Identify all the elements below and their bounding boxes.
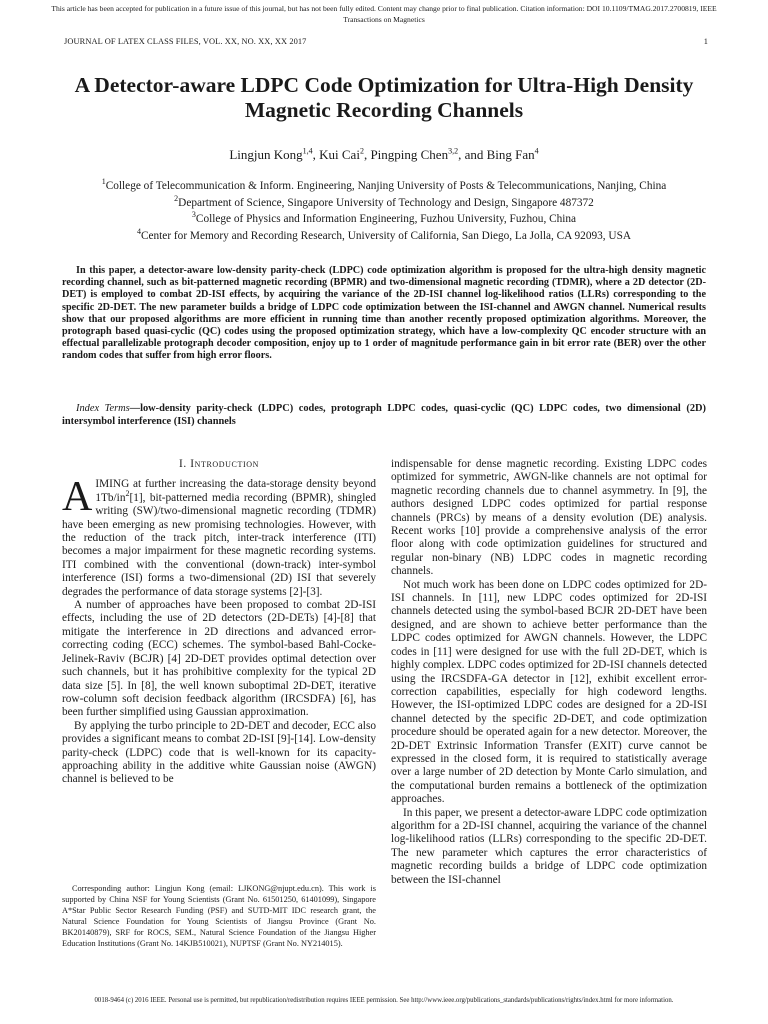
author-name: Kui Cai bbox=[319, 147, 360, 162]
affiliation bbox=[20, 228, 748, 245]
superscript: 2 bbox=[125, 489, 130, 499]
publication-notice bbox=[20, 3, 748, 25]
page-number: 1 bbox=[703, 37, 708, 46]
paragraph bbox=[62, 474, 376, 599]
author-separator: , bbox=[363, 147, 371, 162]
paragraph: In this paper, we present a detector-aware LDPC code optimization algorithm for a 2D-ISI channel, acquiring the variance of the channel log-likelihood ratios (LLRs) corresponding to the specific 2D-DET. The new parameter which captures the error characteristics of magnetic recording builds a bridge of LDPC code optimization between the ISI-channel bbox=[391, 806, 707, 886]
right-column bbox=[391, 458, 707, 887]
affiliation-text: Department of Science, Singapore University of Technology and Design, Singapore 487372 bbox=[178, 196, 594, 209]
affiliation-text: College of Physics and Information Engineering, Fuzhou University, Fuzhou, China bbox=[195, 213, 577, 225]
abstract: In this paper, a detector-aware low-density parity-check (LDPC) code optimization algorithm is proposed for the ultra-high density magnetic recording channel, such as bit-patterned magnetic recording (BPMR) and two-dimensional magnetic recording (TDMR), where a 2D detector (2D-DET) is employed to combat 2D-ISI effects, by acquiring the variance of the 2D-ISI channel log-likelihood ratios (LLRs) corresponding to the specific 2D-DET. The new parameter builds a bridge of LDPC code optimization between the ISI-channel and AWGN channel. Numerical results show that our proposed algorithms are more efficient in running time than another recently proposed optimization algorithms. Moreover, the protograph based quasi-cyclic (QC) codes using the proposed optimization strategy, which have a low-complexity QC encoder structure with an effectual parallelizable protograph decoder composition, enjoy up to 1 order of magnitude performance gain in bit error rate (BER) over the other random codes that suffer from high error floors. bbox=[62, 265, 706, 362]
notice-line-1: This article has been accepted for publication in a future issue of this journal, but has not been fully edited. Content may change prior to final publication. Citation information: DOI 10.1109/TMAG.2017.2700819, IEEE bbox=[51, 4, 717, 13]
left-column bbox=[62, 458, 376, 787]
notice-line-2: Transactions on Magnetics bbox=[343, 15, 425, 24]
author-affiliation-mark: 2 bbox=[359, 146, 364, 156]
affiliation-mark: 4 bbox=[136, 226, 141, 236]
running-header bbox=[64, 37, 708, 46]
paragraph-rest: [1], bit-patterned media recording (BPMR), shingled writing (SW)/two-dimensional magnetic recording (TDMR) have been emerging as new promising technologies. However, with the reduction of the track pitch, inter-track interference (ITI) becomes a major impairment for these magnetic recording systems. ITI combined with the conventional (down-track) inter-symbol interference (ISI) forms a two-dimensional (2D) ISI that severely degrades the performance of data storage systems [2]-[3]. bbox=[62, 491, 376, 598]
author-separator: , and bbox=[458, 147, 487, 162]
author-name: Lingjun Kong bbox=[229, 147, 303, 162]
index-terms bbox=[62, 402, 706, 428]
paragraph: A number of approaches have been proposed to combat 2D-ISI effects, including the use of 2D detectors (2D-DETs) [4]-[8] that mitigate the interference in 2D directions and advanced error-correcting coding (ECC) schemes. The symbol-based Bahl-Cocke-Jelinek-Raviv (BCJR) [4] 2D-DET provides optimal detection over such channels, but it has prohibitive complexity for the typical 2D data size [5]. In [8], the well known suboptimal 2D-DET, iterative row-column soft decision feedback algorithm (IRCSDFA) [6], has been further simplified using Gaussian approximation. bbox=[62, 599, 376, 719]
paragraph: By applying the turbo principle to 2D-DET and decoder, ECC also provides a significant means to combat 2D-ISI [9]-[14]. Low-density parity-check (LDPC) code that is well-known for its capacity-approaching ability in the additive white Gaussian noise (AWGN) channel is believed to be bbox=[62, 719, 376, 786]
author-list bbox=[40, 147, 728, 163]
paragraph: Not much work has been done on LDPC codes optimized for 2D-ISI channels. In [11], new LDPC codes optimized for 2D-ISI channels detected using the symbol-based BCJR 2D-DET have been designed, and are shown to achieve better performance than the LDPC codes optimized for AWGN channels. However, the LDPC codes in [11] were designed for use with the full 2D-DET, which is highly complex. LDPC codes optimized for 2D-ISI channels detected using the IRCSDFA-GA detector in [12], exhibit excellent error-correction capabilities, especially for high codeword lengths. However, the ISI-optimized LDPC codes are designed for a 2D-ISI channel detected by the specific 2D-DET, and code optimization procedure should be operated again for a new detector. Moreover, the 2D-DET Extrinsic Information Transfer (EXIT) curve cannot be expressed in the closed form, it is required to statistically average over a large number of 2D detection by Monte Carlo simulation, and the computational burden remains a bottleneck of the optimization approaches. bbox=[391, 578, 707, 806]
copyright-notice: 0018-9464 (c) 2016 IEEE. Personal use is permitted, but republication/redistribution requires IEEE permission. See http://www.ieee.org/publications_standards/publications/rights/index.html for more information. bbox=[94, 997, 674, 1004]
paper-title: A Detector-aware LDPC Code Optimization for Ultra-High Density Magnetic Recording Channels bbox=[74, 73, 694, 122]
section-title: Introduction bbox=[190, 458, 259, 470]
index-terms-label: Index Terms bbox=[76, 403, 130, 414]
journal-name: JOURNAL OF LATEX CLASS FILES, VOL. XX, NO. XX, XX 2017 bbox=[64, 37, 307, 46]
author-affiliation-mark: 3,2 bbox=[448, 146, 459, 156]
affiliation-mark: 2 bbox=[174, 193, 179, 203]
affiliation-mark: 3 bbox=[191, 210, 196, 220]
affiliation bbox=[20, 195, 748, 212]
footnote: Corresponding author: Lingjun Kong (email: LJKONG@njupt.edu.cn). This work is supported by China NSF for Young Scientists (Grant No. 61501250, 61401099), Singapore A*Star Public Sector Research Funding (PSF) and SUTD-MIT IDC research grant, the Natural Science Foundation for Young Scientists of Jiangsu Province (Grant No. BK20140879), SRF for ROCS, SEM., Natural Science Foundation of the Jiangsu Higher Education Institutions (Grant No. 14KJB510021), NUPTSF (Grant No. NY214015). bbox=[62, 884, 376, 948]
drop-cap: A bbox=[62, 474, 93, 521]
section-number: I. bbox=[179, 458, 187, 470]
author-affiliation-mark: 1,4 bbox=[302, 146, 313, 156]
affiliation bbox=[20, 211, 748, 228]
affiliation-list bbox=[20, 178, 748, 244]
index-terms-text: —low-density parity-check (LDPC) codes, protograph LDPC codes, quasi-cyclic (QC) LDPC codes, two dimensional (2D) intersymbol interference (ISI) channels bbox=[62, 403, 707, 428]
author-separator: , bbox=[312, 147, 320, 162]
affiliation-text: Center for Memory and Recording Research, University of California, San Diego, La Jolla, CA 92093, USA bbox=[140, 229, 632, 242]
section-heading bbox=[62, 458, 376, 471]
author-name: Pingping Chen bbox=[370, 147, 449, 162]
author-name: Bing Fan bbox=[486, 147, 535, 162]
affiliation bbox=[20, 178, 748, 195]
affiliation-text: College of Telecommunication & Inform. Engineering, Nanjing University of Posts & Telecommunications, Nanjing, China bbox=[105, 180, 667, 192]
paragraph: indispensable for dense magnetic recording. Existing LDPC codes optimized for symmetric, AWGN-like channels are not optimal for magnetic recording channels due to channel asymmetry. In [9], the authors designed LDPC codes optimized for partial response channels (PRCs) by means of a density evolution (DE) analysis. Recent works [10] provide a comprehensive analysis of the error floor along with code optimization guidelines for structured and regular non-binary (NB) LDPC codes in magnetic recording channels. bbox=[391, 458, 707, 578]
author-affiliation-mark: 4 bbox=[534, 146, 539, 156]
affiliation-mark: 1 bbox=[101, 177, 106, 187]
paragraph-lead: IMING at further increasing the data-storage density beyond 1Tb/in bbox=[95, 478, 376, 504]
